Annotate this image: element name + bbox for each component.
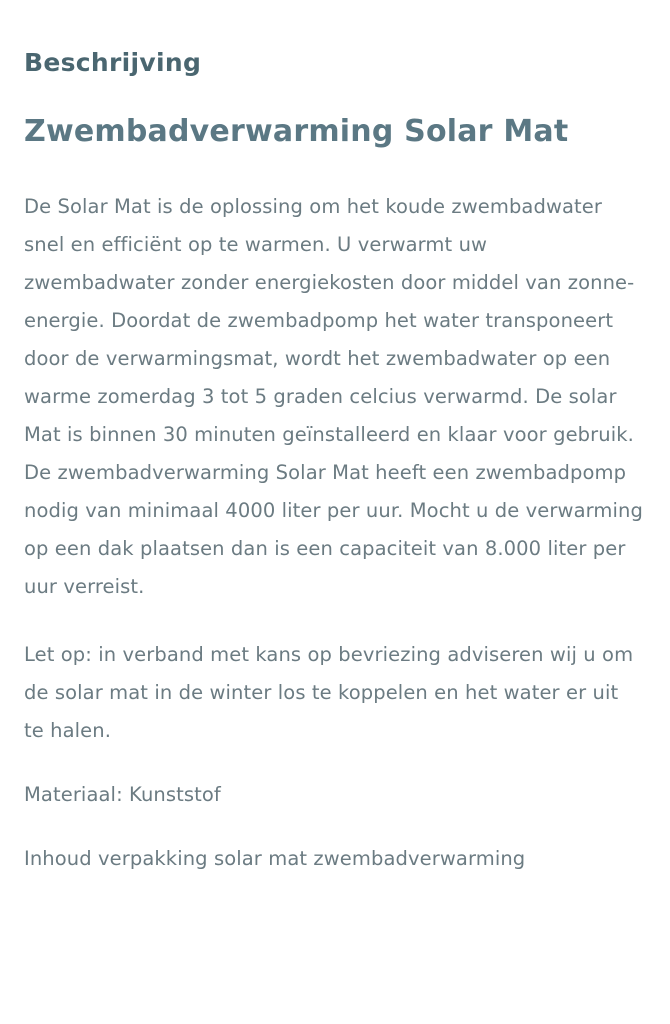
- section-heading-beschrijving: Beschrijving: [24, 48, 202, 77]
- product-title: Zwembadverwarming Solar Mat: [24, 114, 569, 149]
- package-contents-heading: Inhoud verpakking solar mat zwembadverwarming: [24, 847, 526, 871]
- material-line: Materiaal: Kunststof: [24, 783, 221, 807]
- description-paragraph-1: De Solar Mat is de oplossing om het koude zwembadwater snel en efficiënt op te warmen. U verwarmt uw zwembadwater zonder energiekosten door middel van zonne-energie. Doordat de zwembadpomp het water transponeert door de verwarmingsmat, wordt het zwembadwater op een warme zomerdag 3 tot 5 graden celcius verwarmd. De solar Mat is binnen 30 minuten geïnstalleerd en klaar voor gebruik. De zwembadverwarming Solar Mat heeft een zwembadpomp nodig van minimaal 4000 liter per uur. Mocht u de verwarming op een dak plaatsen dan is een capaciteit van 8.000 liter per uur verreist.: [24, 195, 643, 599]
- description-paragraph-2: Let op: in verband met kans op bevriezing adviseren wij u om de solar mat in de winter los te koppelen en het water er uit te halen.: [24, 643, 634, 743]
